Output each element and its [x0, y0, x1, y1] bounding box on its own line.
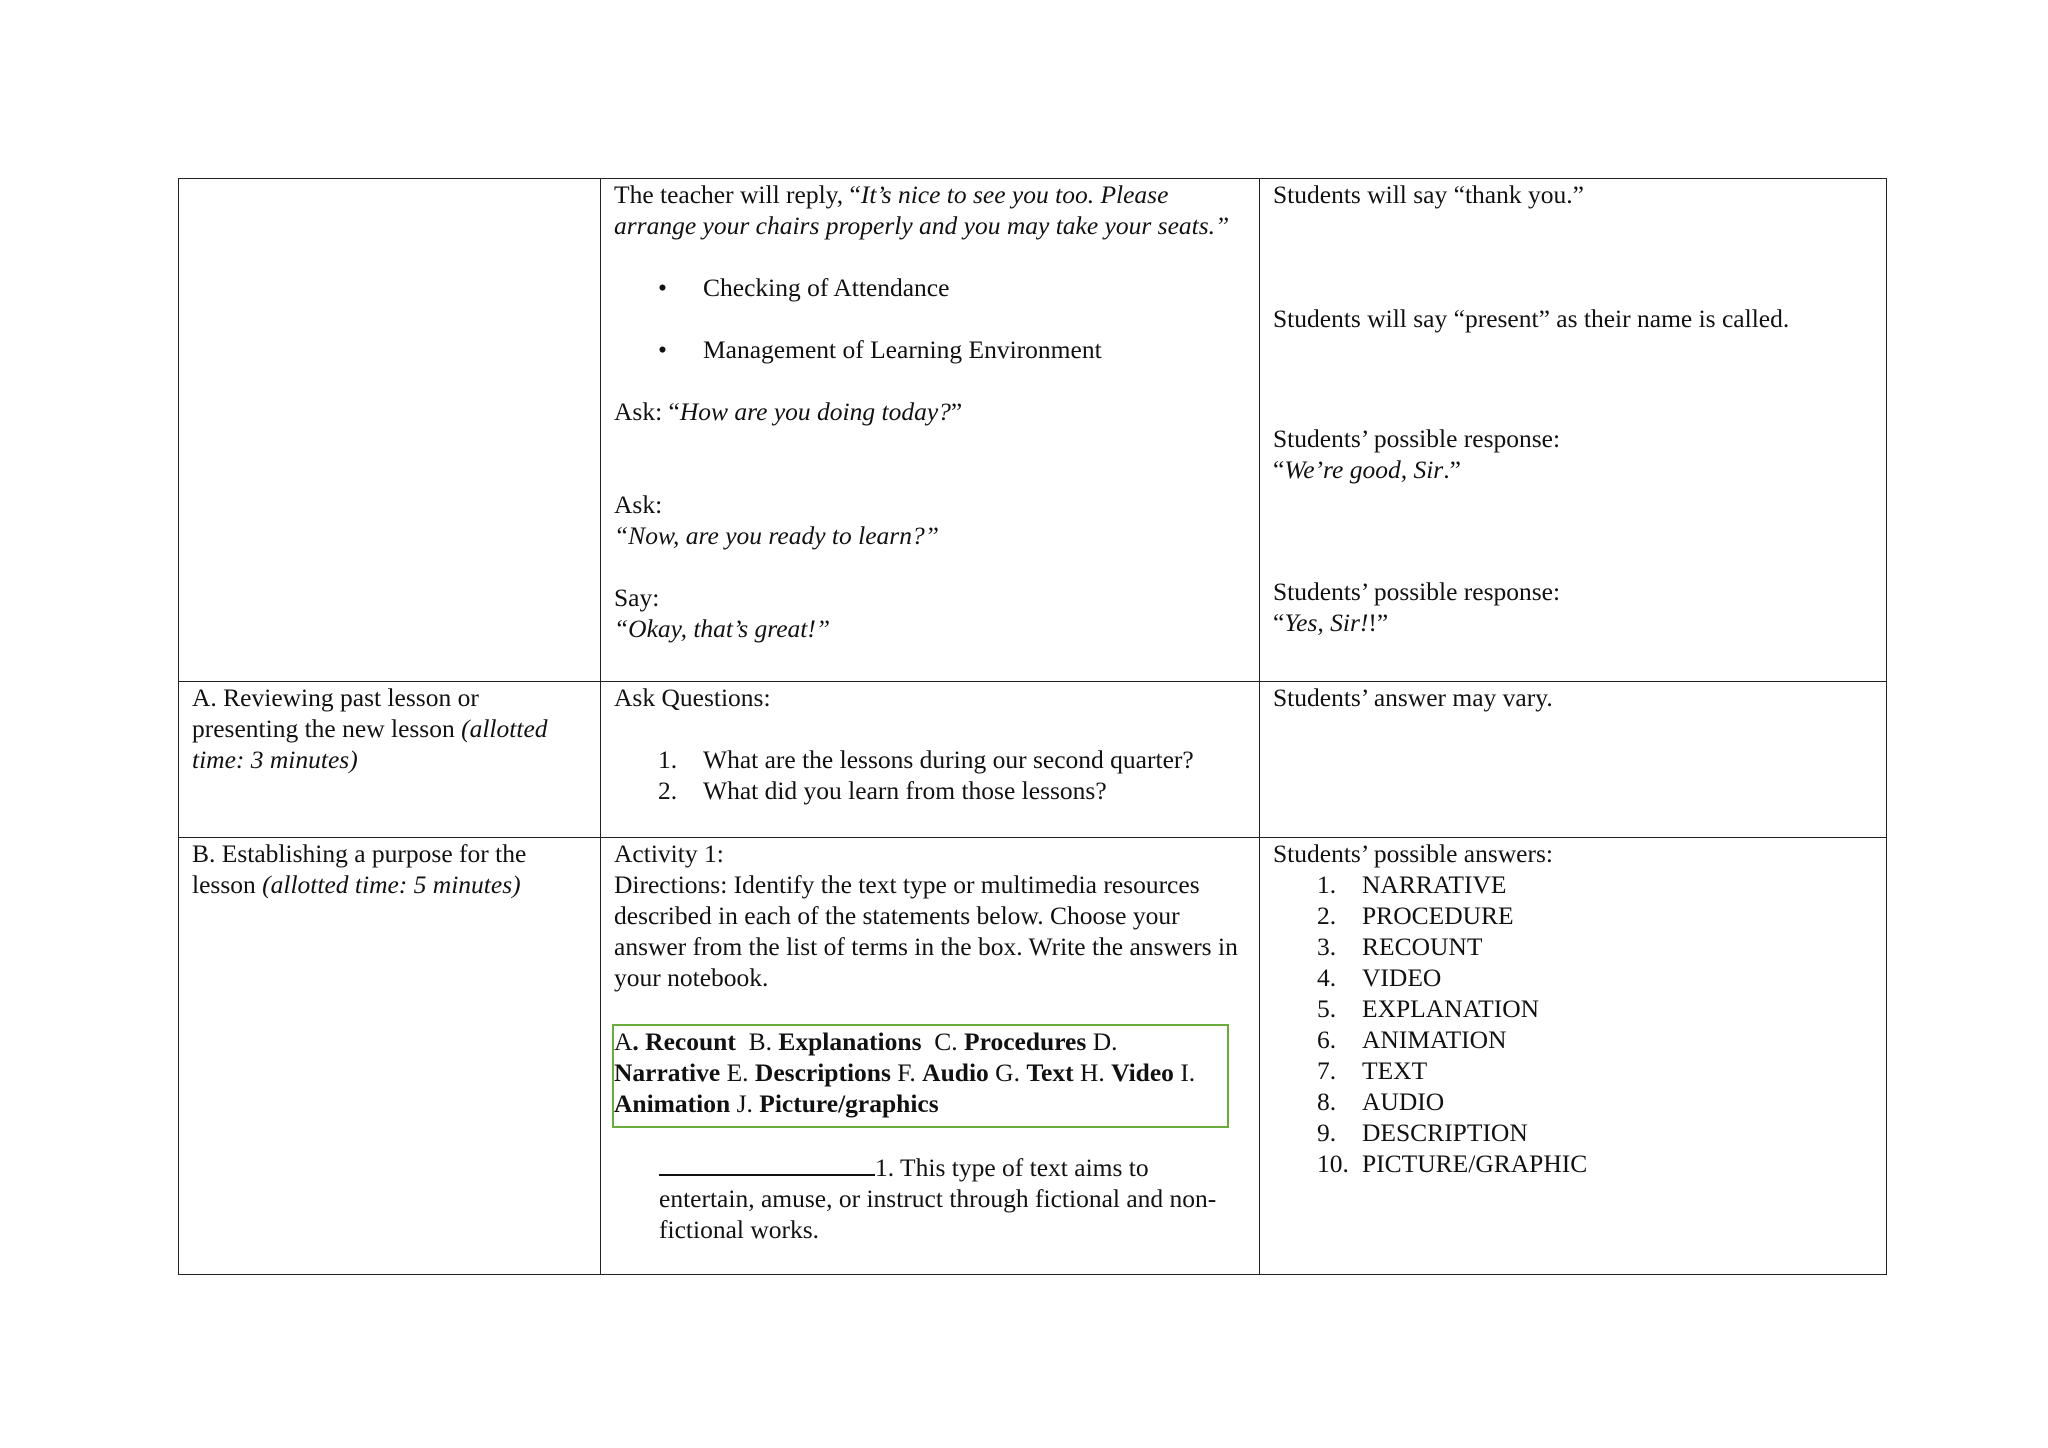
teacher-reply: The teacher will reply, “It’s nice to see you too. Please arrange your chairs properly and you may take your seats.” [614, 180, 1230, 240]
list-item: 8. AUDIO [1317, 1087, 1445, 1116]
ask-label: Ask: [614, 490, 663, 519]
list-item: 2. PROCEDURE [1317, 901, 1514, 930]
list-item: 6. ANIMATION [1317, 1025, 1507, 1054]
student-thanks: Students will say “thank you.” [1273, 180, 1584, 209]
procedure-cell [179, 838, 601, 1275]
list-item: • Checking of Attendance [614, 272, 1247, 303]
response-label: Students’ possible response: [1273, 577, 1561, 606]
list-item: 5. EXPLANATION [1317, 994, 1540, 1023]
list-item: • Management of Learning Environment [614, 334, 1247, 365]
teacher-activity-cell [601, 838, 1260, 1275]
procedure-label: B. Establishing a purpose for the lesson (allotted time: 5 minutes) [192, 839, 527, 899]
procedure-cell [179, 682, 601, 838]
say-label: Say: [614, 583, 660, 612]
answer-blank [659, 1150, 875, 1176]
teacher-activity-cell [601, 682, 1260, 838]
answers-heading: Students’ possible answers: [1273, 839, 1554, 868]
table-row [179, 838, 1887, 1275]
question-list [614, 744, 1247, 806]
list-item: 2. What did you learn from those lessons? [658, 776, 1107, 805]
procedure-cell [179, 179, 601, 682]
activity-heading: Activity 1: [614, 839, 724, 868]
list-item: 1. NARRATIVE [1317, 870, 1507, 899]
routine-list [614, 272, 1247, 303]
response-text: “We’re good, Sir.” [1273, 455, 1461, 484]
response-label: Students’ possible response: [1273, 424, 1561, 453]
choices-box: A. Recount B. Explanations C. Procedures D. Narrative E. Descriptions F. Audio G. Text H. Video I. Animation J. Picture/graphics [612, 1024, 1229, 1128]
ask-greeting: Ask: “How are you doing today?” [614, 397, 963, 426]
student-activity-cell [1260, 682, 1887, 838]
student-answer: Students’ answer may vary. [1273, 683, 1553, 712]
list-item: 10. PICTURE/GRAPHIC [1317, 1149, 1588, 1178]
questions-heading: Ask Questions: [614, 683, 771, 712]
response-text: “Yes, Sir!!” [1273, 608, 1389, 637]
say-great: “Okay, that’s great!” [614, 614, 831, 643]
list-item: 3. RECOUNT [1317, 932, 1483, 961]
routine-list [614, 334, 1247, 365]
list-item: 4. VIDEO [1317, 963, 1442, 992]
list-item: 1. What are the lessons during our second quarter? [658, 745, 1194, 774]
table-row [179, 682, 1887, 838]
procedure-label: A. Reviewing past lesson or presenting the new lesson (allotted time: 3 minutes) [192, 683, 548, 774]
list-item: 7. TEXT [1317, 1056, 1428, 1085]
activity-item-1: 1. This type of text aims to entertain, amuse, or instruct through fictional and non-fictional works. [614, 1150, 1247, 1245]
ask-ready: “Now, are you ready to learn?” [614, 521, 939, 550]
lesson-plan-table [178, 178, 1887, 1275]
table-row [179, 179, 1887, 682]
student-present: Students will say “present” as their name is called. [1273, 304, 1790, 333]
student-activity-cell [1260, 179, 1887, 682]
answer-list [1273, 869, 1874, 1179]
activity-directions: Directions: Identify the text type or multimedia resources described in each of the statements below. Choose your answer from the list of terms in the box. Write the answers in your notebook. [614, 870, 1238, 992]
list-item: 9. DESCRIPTION [1317, 1118, 1528, 1147]
student-activity-cell [1260, 838, 1887, 1275]
teacher-activity-cell [601, 179, 1260, 682]
